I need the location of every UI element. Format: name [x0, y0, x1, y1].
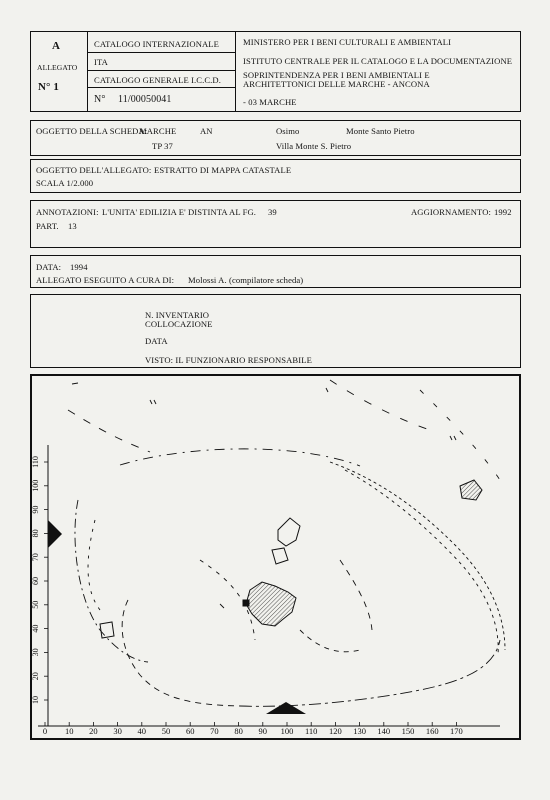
map-x-tick-label: 70 [210, 726, 219, 736]
annotazioni-text: L'UNITA' EDILIZIA E' DISTINTA AL FG. [102, 207, 257, 217]
oggetto-allegato-label: OGGETTO DELL'ALLEGATO: [36, 165, 152, 175]
aggiornamento-label: AGGIORNAMENTO: [411, 207, 492, 217]
visto-label: VISTO: IL FUNZIONARIO RESPONSABILE [145, 355, 312, 365]
map-x-tick-label: 60 [185, 726, 195, 736]
oggetto-scheda-villa: Villa Monte S. Pietro [276, 141, 352, 151]
annotazioni-label: ANNOTAZIONI: [36, 207, 99, 217]
eseguito-label: ALLEGATO ESEGUITO A CURA DI: [36, 275, 175, 285]
map-x-tick-label: 80 [234, 726, 243, 736]
map-x-tick-label: 140 [377, 726, 391, 736]
map-x-tick-label: 100 [280, 726, 294, 736]
allegato-letter: A [52, 40, 61, 52]
catalogo-divider-3 [87, 87, 236, 88]
map-y-tick-label: 10 [31, 696, 40, 704]
map-x-tick-label: 120 [329, 726, 342, 736]
map-y-tick-label: 70 [31, 553, 40, 562]
catalogo-internazionale: CATALOGO INTERNAZIONALE [94, 39, 220, 49]
soprintendenza-line-1: SOPRINTENDENZA PER I BENI AMBIENTALI E [243, 70, 430, 80]
institute-name: ISTITUTO CENTRALE PER IL CATALOGO E LA DOCUMENTAZIONE [243, 56, 513, 66]
map-y-tick-label: 50 [31, 600, 40, 609]
oggetto-scheda-tp: TP 37 [152, 141, 173, 151]
oggetto-scheda-label: OGGETTO DELLA SCHEDA: [36, 126, 148, 136]
region-code: - 03 MARCHE [243, 97, 297, 107]
map-frame [30, 374, 521, 740]
map-y-tick-label: 100 [31, 479, 40, 492]
oggetto-allegato-scala: SCALA 1/2.000 [36, 178, 94, 188]
catalogo-number-value: 11/00050041 [118, 94, 172, 105]
catalogo-number-label: N° [94, 94, 106, 105]
catalogo-ita: ITA [94, 57, 108, 67]
map-y-tick-label: 60 [31, 577, 40, 585]
map-x-tick-label: 150 [401, 726, 415, 736]
map-x-tick-label: 110 [304, 726, 318, 736]
n-inventario-label: N. INVENTARIO [145, 310, 210, 320]
allegato-number: N° 1 [38, 81, 59, 93]
map-x-tick-label: 10 [64, 726, 74, 736]
map-y-tick-label: 110 [31, 456, 40, 468]
annotazioni-part-label: PART. [36, 221, 59, 231]
catalogo-divider-1 [87, 52, 236, 53]
map-x-tick-label: 30 [113, 726, 122, 736]
catalogo-generale: CATALOGO GENERALE I.C.C.D. [94, 75, 221, 85]
soprintendenza-line-2: ARCHITETTONICI DELLE MARCHE - ANCONA [243, 79, 430, 89]
map-x-tick-label: 160 [425, 726, 439, 736]
allegato-label: ALLEGATO [37, 63, 78, 72]
annotazioni-fg: 39 [268, 207, 277, 217]
collocazione-label: COLLOCAZIONE [145, 319, 213, 329]
aggiornamento-value: 1992 [494, 207, 512, 217]
annotazioni-part-value: 13 [68, 221, 77, 231]
map-x-tick-label: 20 [89, 726, 98, 736]
map-x-tick-label: 40 [137, 726, 147, 736]
eseguito-value: Molossi A. (compilatore scheda) [188, 275, 304, 285]
data-label: DATA: [36, 262, 62, 272]
oggetto-allegato-value: ESTRATTO DI MAPPA CATASTALE [154, 165, 292, 175]
data-value: 1994 [70, 262, 88, 272]
oggetto-scheda-province: AN [200, 126, 213, 136]
map-x-tick-label: 0 [42, 726, 48, 736]
map-y-tick-label: 30 [31, 648, 40, 657]
map-y-tick-label: 90 [31, 505, 40, 514]
inventario-data-label: DATA [145, 336, 168, 346]
oggetto-scheda-localita: Monte Santo Pietro [346, 126, 415, 136]
map-x-tick-label: 50 [161, 726, 171, 736]
oggetto-scheda-comune: Osimo [276, 126, 300, 136]
map-x-tick-label: 90 [258, 726, 268, 736]
catalogo-divider-2 [87, 70, 236, 71]
map-y-tick-label: 20 [31, 672, 40, 681]
ministry-name: MINISTERO PER I BENI CULTURALI E AMBIENTALI [243, 37, 452, 47]
map-y-tick-label: 80 [31, 529, 40, 538]
map-y-tick-label: 40 [31, 624, 40, 633]
map-x-tick-label: 170 [450, 726, 463, 736]
map-x-tick-label: 130 [353, 726, 366, 736]
oggetto-scheda-region: MARCHE [139, 126, 177, 136]
